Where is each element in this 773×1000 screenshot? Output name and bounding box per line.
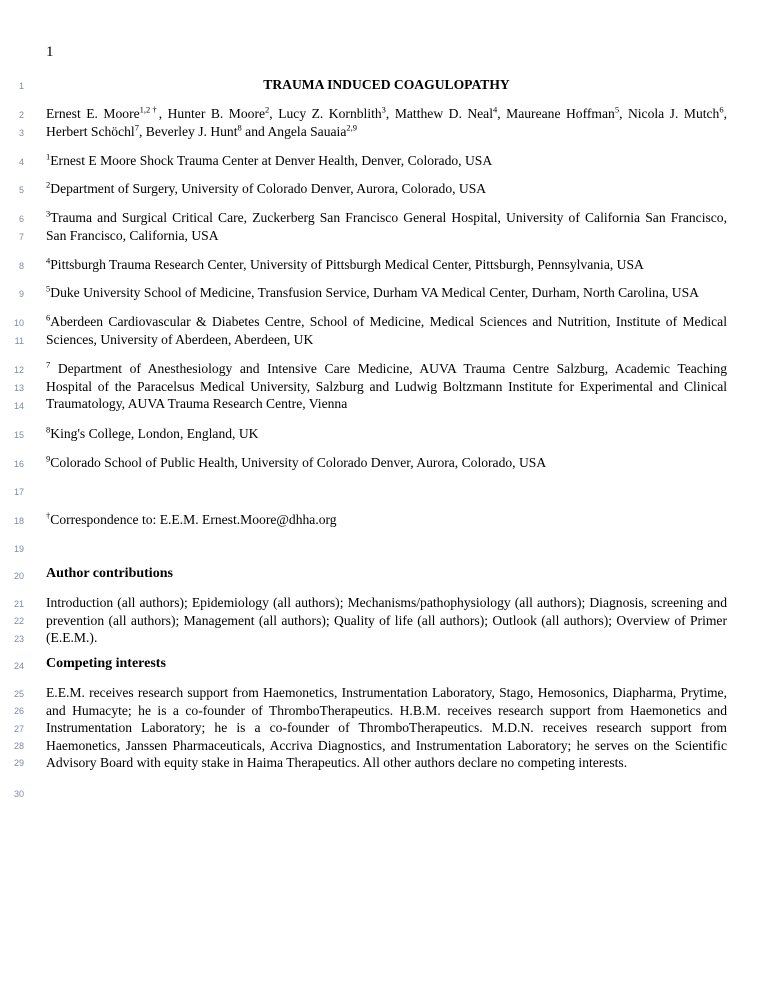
author-name: Herbert Schöchl	[46, 123, 135, 139]
affiliation-3	[46, 209, 727, 244]
line-number: 25	[13, 689, 24, 699]
author-affiliation: 6	[719, 104, 724, 115]
competing-heading: Competing interests	[46, 656, 166, 671]
author-name: Lucy Z. Kornblith	[278, 106, 382, 121]
competing-line: and Humacyte; he is a co-founder of ThromboTherapeutics. H.B.M. receives research support from Haemonetics and	[46, 702, 727, 718]
author-name: Beverley J. Hunt	[145, 123, 238, 139]
affiliation-number: 1	[46, 151, 51, 162]
affiliation-number: 6	[46, 312, 51, 323]
affiliation-7	[46, 360, 727, 413]
affiliation-number: 7	[46, 359, 51, 370]
affiliation-text: Sciences, University of Aberdeen, Aberdeen, UK	[46, 331, 314, 347]
author-line-1: Ernest E. Moore$^{1,2\dagger}$, Hunter B. Moore$^2$, Lucy Z. Kornblith$^3$, Matthew D. Neal$^4$, Maureane Hoffman$^5$, Nicola J. Mutch$^6$,	[46, 104, 728, 121]
competing-line: E.E.M. receives research support from Haemonetics, Instrumentation Laboratory, Stago, Hemosonics, Diapharma, Prytime,	[46, 685, 727, 700]
line-number: 6	[18, 214, 24, 224]
affiliation-text: Department of Surgery, University of Colorado Denver, Aurora, Colorado, USA	[50, 181, 487, 196]
affiliation-text: Duke University School of Medicine, Transfusion Service, Durham VA Medical Center, Durham, North Carolina, USA	[50, 285, 699, 300]
author-name: Hunter B. Moore	[167, 106, 266, 121]
affiliation-number: 2	[46, 179, 51, 190]
affiliation-9	[46, 454, 727, 472]
line-number: 26	[13, 706, 24, 716]
affiliation-1	[46, 152, 727, 170]
affiliation-number: 4	[46, 255, 51, 266]
author-affiliation: 2	[265, 104, 270, 115]
author-affiliation: 5	[614, 104, 620, 115]
author-name: Ernest E. Moore	[46, 106, 140, 121]
contributions-text	[46, 594, 727, 647]
correspondence	[46, 511, 727, 529]
contributions-line: Introduction (all authors); Epidemiology (all authors); Mechanisms/pathophysiology (all authors); Diagnosis, screening and	[46, 595, 727, 610]
author-affiliation: 1,2†	[139, 104, 159, 115]
affiliation-number: 8	[46, 424, 51, 435]
line-number: 27	[13, 724, 24, 734]
author-name: Maureane Hoffman	[506, 106, 615, 121]
line-number: 17	[13, 487, 24, 497]
competing-text	[46, 684, 727, 772]
correspondence-mark: †	[46, 510, 51, 521]
page-number: 1	[46, 44, 54, 60]
affiliation-4	[46, 256, 727, 274]
affiliation-8	[46, 425, 727, 443]
competing-line: Instrumentation Laboratory; he is a co-founder of ThromboTherapeutics. M.D.N. receives research support from	[46, 720, 727, 735]
author-line-2: Herbert Schöchl$^7$, Beverley J. Hunt$^8$ and Angela Sauaia$^{2,9}$	[46, 121, 357, 139]
affiliation-2	[46, 180, 727, 198]
line-number: 2	[18, 110, 24, 120]
affiliation-5	[46, 284, 727, 302]
affiliation-text: Trauma and Surgical Critical Care, Zuckerberg San Francisco General Hospital, University of California San Francisco,	[50, 210, 727, 225]
author-name: Angela Sauaia	[267, 123, 347, 139]
line-number: 10	[13, 318, 24, 328]
affiliation-text: San Francisco, California, USA	[46, 227, 219, 243]
line-number: 12	[13, 365, 24, 375]
author-affiliation: 7	[134, 121, 139, 132]
author-affiliation: 2,9	[346, 121, 357, 132]
line-number: 29	[13, 758, 24, 768]
affiliation-text: King's College, London, England, UK	[50, 426, 259, 441]
competing-line: Haemonetics, Janssen Pharmaceuticals, Accriva Diagnostics, and Instrumentation Laboratory; he serves on the Scientific	[46, 737, 727, 753]
line-number: 4	[18, 157, 24, 167]
author-affiliation: 8	[237, 121, 242, 132]
affiliation-text: Traumatology, AUVA Trauma Research Centre, Vienna	[46, 396, 348, 411]
contributions-heading: Author contributions	[46, 566, 173, 581]
line-number: 22	[13, 616, 24, 626]
author-name: Nicola J. Mutch	[627, 106, 720, 121]
affiliation-number: 5	[46, 283, 51, 294]
line-number: 28	[13, 741, 24, 751]
affiliation-text: Hospital of the Paracelsus Medical University, Salzburg and Ludwig Boltzmann Institute for Experimental and Clinical	[46, 378, 727, 394]
line-number: 21	[13, 599, 24, 609]
affiliation-number: 9	[46, 453, 51, 464]
line-number: 5	[18, 185, 24, 195]
line-number: 7	[18, 232, 24, 242]
affiliation-text: Department of Anesthesiology and Intensive Care Medicine, AUVA Trauma Centre Salzburg, Academic Teaching	[50, 361, 727, 376]
line-number: 3	[18, 128, 24, 138]
line-number: 14	[13, 401, 24, 411]
author-list	[46, 105, 727, 140]
affiliation-text: Pittsburgh Trauma Research Center, University of Pittsburgh Medical Center, Pittsburgh, Pennsylvania, USA	[50, 257, 644, 272]
affiliation-text: Aberdeen Cardiovascular & Diabetes Centre, School of Medicine, Medical Sciences and Nutrition, Institute of Medical	[50, 314, 727, 329]
line-number: 18	[13, 516, 24, 526]
line-number: 20	[13, 571, 24, 581]
author-affiliation: 3	[381, 104, 386, 115]
author-conjunction: and	[245, 123, 265, 139]
affiliation-6	[46, 313, 727, 348]
line-number: 1	[18, 81, 24, 91]
line-number: 16	[13, 459, 24, 469]
line-number: 19	[13, 544, 24, 554]
correspondence-text: Correspondence to: E.E.M. Ernest.Moore@dhha.org	[50, 512, 337, 527]
line-number: 8	[18, 261, 24, 271]
affiliation-number: 3	[46, 208, 51, 219]
line-number: 24	[13, 661, 24, 671]
line-number: 11	[14, 336, 24, 346]
paper-title: TRAUMA INDUCED COAGULOPATHY	[263, 77, 510, 92]
contributions-line: prevention (all authors); Management (all authors); Quality of life (all authors); Outlook (all authors); Overview of Primer	[46, 612, 727, 628]
affiliation-text: Colorado School of Public Health, University of Colorado Denver, Aurora, Colorado, USA	[50, 455, 547, 470]
line-number: 23	[13, 634, 24, 644]
line-number: 15	[13, 430, 24, 440]
author-name: Matthew D. Neal	[394, 106, 493, 121]
contributions-line: (E.E.M.).	[46, 630, 98, 645]
author-affiliation: 4	[493, 104, 498, 115]
line-number: 9	[18, 289, 24, 299]
line-number: 30	[13, 789, 24, 799]
competing-line: Advisory Board with equity stake in Haima Therapeutics. All other authors declare no competing interests.	[46, 755, 628, 770]
affiliation-text: Ernest E Moore Shock Trauma Center at Denver Health, Denver, Colorado, USA	[50, 153, 493, 168]
line-number: 13	[13, 383, 24, 393]
